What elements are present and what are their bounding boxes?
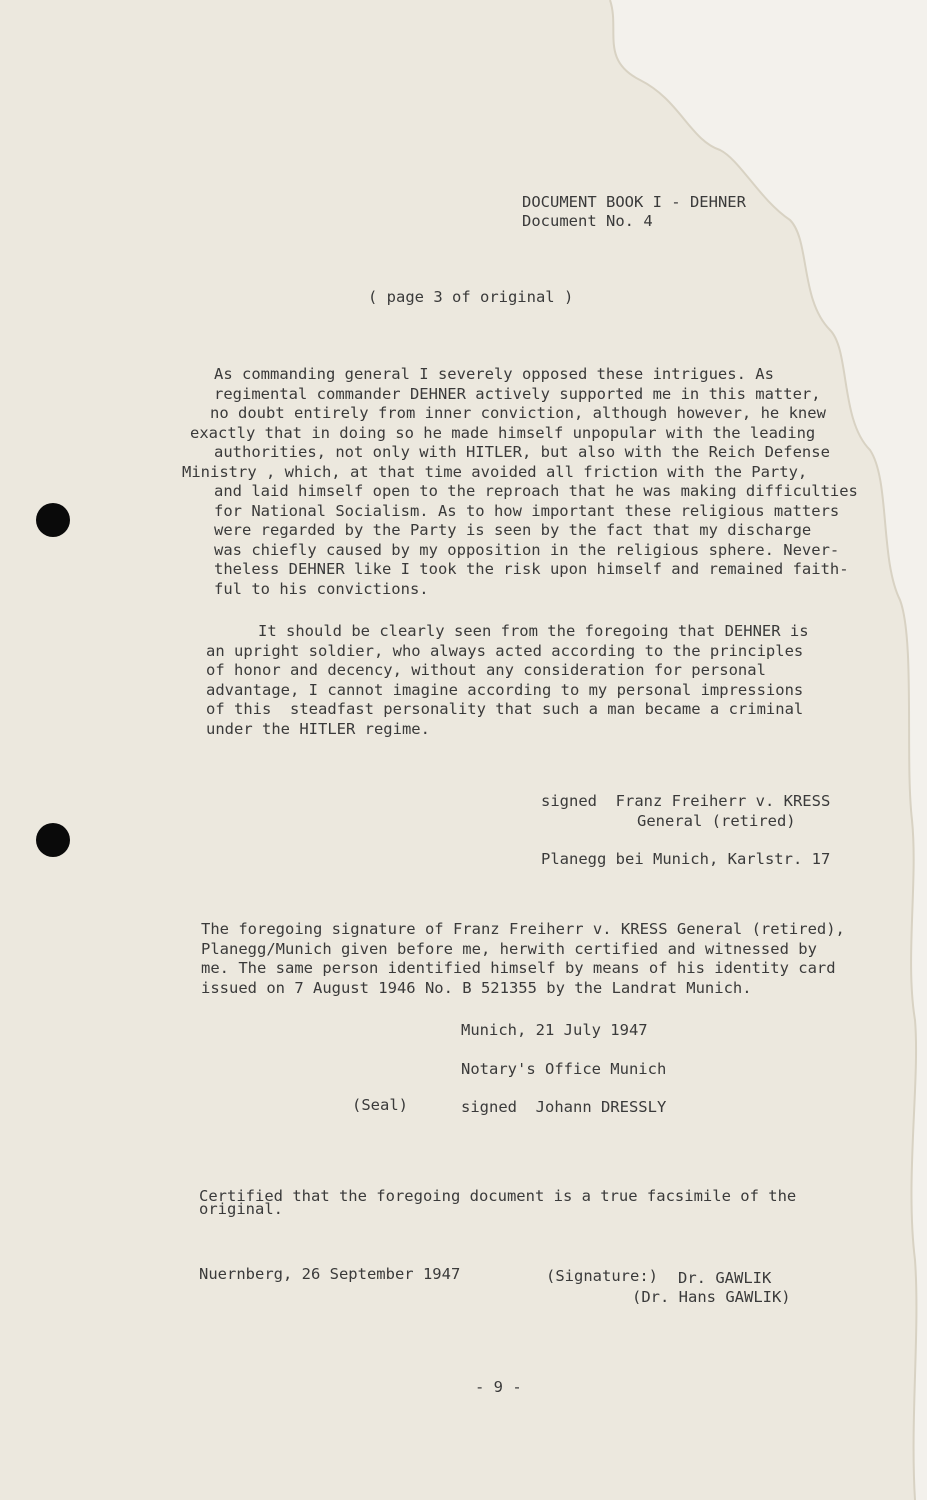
- paragraph-line: was chiefly caused by my opposition in the religious sphere. Never-: [214, 540, 840, 559]
- kress-signature: signed Franz Freiherr v. KRESS: [541, 792, 831, 810]
- paragraph-line: and laid himself open to the reproach that he was making difficulties: [214, 482, 858, 500]
- paragraph-line: regimental commander DEHNER actively supported me in this matter,: [214, 384, 821, 403]
- document-book-title: DOCUMENT BOOK I - DEHNER: [522, 193, 746, 211]
- kress-address: Planegg bei Munich, Karlstr. 17: [541, 850, 831, 868]
- footer-signature-name: Dr. GAWLIK: [678, 1269, 772, 1287]
- paragraph-line: Ministry , which, at that time avoided all friction with the Party,: [182, 462, 808, 481]
- paragraph-line: exactly that in doing so he made himself unpopular with the leading: [190, 423, 816, 442]
- paragraph-line: theless DEHNER like I took the risk upon himself and remained faith-: [214, 560, 849, 578]
- page-number: - 9 -: [475, 1378, 522, 1396]
- paragraph-line: were regarded by the Party is seen by the fact that my discharge: [214, 521, 812, 539]
- footer-place-date: Nuernberg, 26 September 1947: [199, 1265, 461, 1283]
- document-number: Document No. 4: [522, 212, 653, 230]
- paragraph-line: original.: [199, 1200, 283, 1218]
- paragraph-line: an upright soldier, who always acted according to the principles: [206, 641, 804, 660]
- paragraph-line: for National Socialism. As to how important these religious matters: [214, 501, 840, 520]
- notary-office: Notary's Office Munich: [461, 1060, 667, 1078]
- kress-rank: General (retired): [637, 812, 796, 830]
- paragraph-commanding-general: [182, 365, 858, 599]
- paragraph-line: Certified that the foregoing document is a true facsimile of the: [199, 1187, 797, 1205]
- paragraph-line: issued on 7 August 1946 No. B 521355 by the Landrat Munich.: [201, 978, 752, 997]
- punch-hole-bottom: [36, 823, 70, 857]
- paragraph-line: authorities, not only with HITLER, but also with the Reich Defense: [214, 443, 830, 461]
- footer-signature-full-name: (Dr. Hans GAWLIK): [632, 1288, 791, 1306]
- footer-signature-label: (Signature:): [546, 1267, 658, 1285]
- paragraph-line: under the HITLER regime.: [206, 719, 430, 738]
- paragraph-line: Planegg/Munich given before me, herwith certified and witnessed by: [201, 939, 817, 958]
- notary-certification-paragraph: [201, 920, 845, 998]
- punch-hole-top: [36, 503, 70, 537]
- notary-seal: (Seal): [352, 1096, 408, 1114]
- page-of-original-note: ( page 3 of original ): [368, 288, 574, 306]
- paragraph-upright-soldier: [206, 622, 809, 739]
- paragraph-line: me. The same person identified himself by means of his identity card: [201, 959, 836, 977]
- notary-signature: signed Johann DRESSLY: [461, 1098, 667, 1116]
- facsimile-certification: [199, 1187, 797, 1218]
- paragraph-line: ful to his convictions.: [214, 579, 429, 598]
- notary-place-date: Munich, 21 July 1947: [461, 1021, 648, 1039]
- paragraph-line: of honor and decency, without any consideration for personal: [206, 661, 766, 679]
- paragraph-line: It should be clearly seen from the foregoing that DEHNER is: [258, 622, 809, 640]
- paragraph-line: advantage, I cannot imagine according to my personal impressions: [206, 680, 804, 699]
- paragraph-line: no doubt entirely from inner conviction, although however, he knew: [210, 404, 826, 422]
- paragraph-line: of this steadfast personality that such a man became a criminal: [206, 700, 804, 718]
- paragraph-line: The foregoing signature of Franz Freiherr v. KRESS General (retired),: [201, 920, 845, 938]
- paragraph-line: As commanding general I severely opposed these intrigues. As: [214, 365, 774, 383]
